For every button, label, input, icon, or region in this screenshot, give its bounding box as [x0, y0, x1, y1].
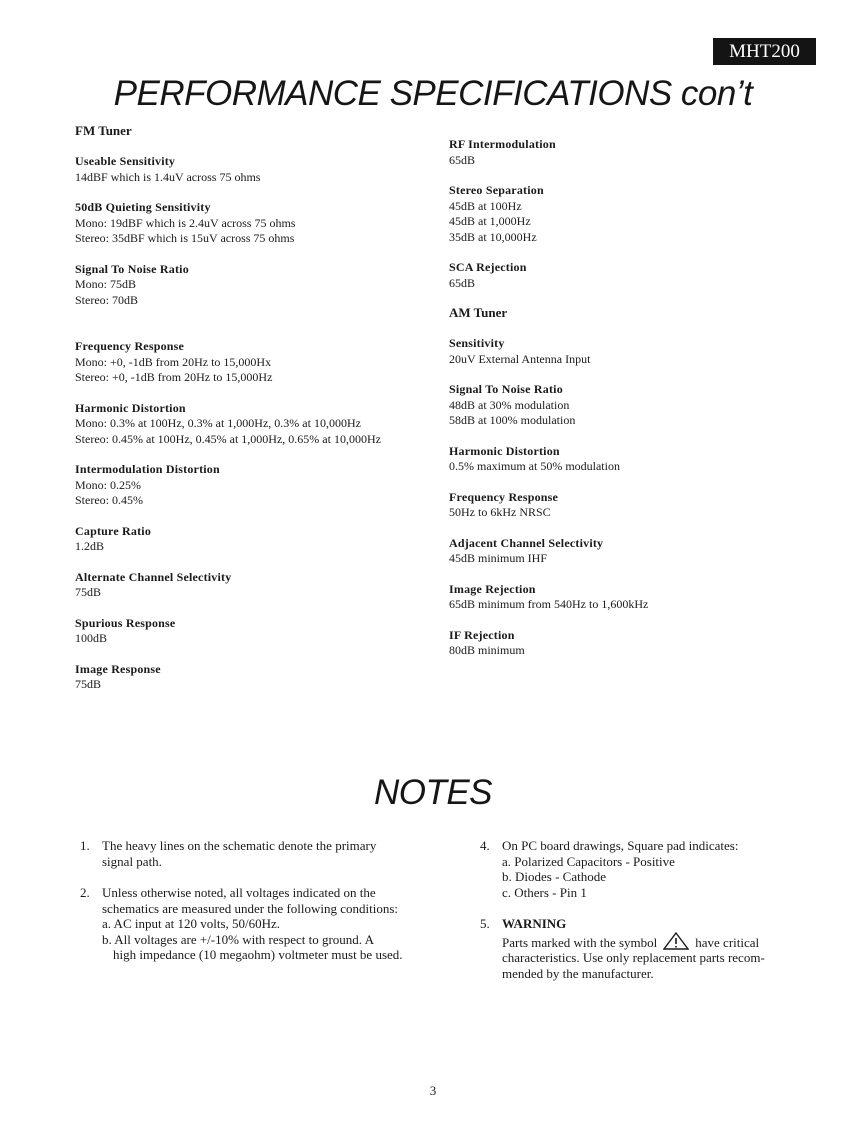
spec-item [449, 490, 839, 521]
spec-name: IF Rejection [449, 627, 515, 642]
spec-item [449, 444, 839, 475]
spec-value: 14dBF which is 1.4uV across 75 ohms [75, 169, 261, 184]
spec-name: RF Intermodulation [449, 137, 556, 151]
spec-value: 75dB [75, 677, 102, 691]
spec-value: 75dB [75, 585, 102, 599]
spec-name: 50dB Quieting Sensitivity [75, 200, 211, 214]
spec-value: Mono: 0.3% at 100Hz, 0.3% at 1,000Hz, 0.3% at 10,000Hz [75, 416, 361, 430]
note-line: a. AC input at 120 volts, 50/60Hz. [102, 916, 281, 931]
note-number: 4. [480, 838, 490, 853]
spec-value: 65dB [449, 275, 476, 290]
model-badge: MHT200 [713, 38, 816, 65]
spec-value: 20uV External Antenna Input [449, 351, 591, 366]
spec-name: Signal To Noise Ratio [75, 261, 189, 276]
spec-value: 0.5% maximum at 50% modulation [449, 459, 620, 473]
spec-item [75, 401, 465, 448]
section-heading: FM Tuner [75, 123, 132, 138]
spec-item [75, 462, 465, 509]
note-line: mended by the manufacturer. [502, 965, 654, 981]
note-line: b. All voltages are +/-10% with respect to ground. A [102, 931, 374, 947]
note-text [502, 838, 800, 900]
rf-am-specs-column [449, 137, 839, 659]
spec-name: Harmonic Distortion [449, 443, 560, 458]
spec-value: 65dB [449, 152, 476, 167]
symbol-text-before: Parts marked with the symbol [502, 934, 658, 950]
spec-item [75, 154, 465, 185]
note-line: schematics are measured under the following conditions: [102, 900, 399, 916]
note-item [480, 838, 800, 900]
note-line [502, 932, 800, 951]
spec-name: Signal To Noise Ratio [449, 382, 563, 396]
spec-value: Mono: 19dBF which is 2.4uV across 75 ohms [75, 215, 296, 230]
spec-name: Intermodulation Distortion [75, 462, 220, 476]
note-line: signal path. [102, 853, 162, 869]
note-line: c. Others - Pin 1 [502, 884, 587, 900]
spec-item [449, 183, 839, 245]
spec-item [449, 260, 839, 291]
spec-name: Frequency Response [449, 489, 559, 504]
note-number: 5. [480, 916, 490, 931]
spec-name: Spurious Response [75, 615, 176, 630]
spec-value: 50Hz to 6kHz NRSC [449, 505, 551, 519]
note-line: b. Diodes - Cathode [502, 869, 606, 884]
spec-name: Harmonic Distortion [75, 400, 186, 415]
spec-value: Stereo: 0.45% [75, 493, 143, 507]
note-text [102, 838, 440, 869]
spec-item [75, 200, 465, 247]
spec-value: Stereo: 0.45% at 100Hz, 0.45% at 1,000Hz, 0.65% at 10,000Hz [75, 431, 381, 446]
page-number: 3 [429, 1083, 437, 1098]
spec-value: Stereo: +0, -1dB from 20Hz to 15,000Hz [75, 370, 273, 384]
spec-value: 58dB at 100% modulation [449, 413, 576, 427]
spec-item [75, 339, 465, 386]
page-title: PERFORMANCE SPECIFICATIONS con’t [113, 74, 753, 113]
note-number: 2. [80, 885, 90, 900]
spec-item [75, 570, 465, 601]
spec-value: Mono: 0.25% [75, 477, 141, 492]
spec-value: 45dB at 100Hz [449, 198, 522, 213]
section-heading: AM Tuner [449, 305, 508, 320]
spec-value: Stereo: 70dB [75, 292, 138, 307]
note-item [480, 916, 800, 981]
note-text [102, 885, 440, 963]
note-item [80, 885, 440, 963]
notes-list-left [80, 838, 440, 979]
spec-value: Mono: 75dB [75, 277, 137, 291]
spec-item [449, 628, 839, 659]
note-line: high impedance (10 megaohm) voltmeter must be used. [113, 947, 403, 962]
warning-triangle-icon [663, 932, 689, 950]
spec-value: 80dB minimum [449, 643, 525, 657]
warning-label: WARNING [502, 916, 567, 931]
spec-item [449, 336, 839, 367]
spec-value: 45dB minimum IHF [449, 551, 548, 565]
fm-tuner-specs-column [75, 123, 465, 693]
spec-item [449, 536, 839, 567]
note-number: 1. [80, 838, 90, 853]
spec-value: 45dB at 1,000Hz [449, 214, 531, 228]
spec-name: Adjacent Channel Selectivity [449, 535, 604, 550]
spec-value: 1.2dB [75, 539, 105, 553]
note-text [502, 916, 800, 981]
notes-title: NOTES [373, 773, 493, 812]
spec-name: Useable Sensitivity [75, 154, 176, 168]
spec-value: Mono: +0, -1dB from 20Hz to 15,000Hx [75, 354, 272, 369]
spec-value: Stereo: 35dBF which is 15uV across 75 ohms [75, 231, 295, 245]
symbol-text-after: have critical [695, 934, 760, 950]
note-line: characteristics. Use only replacement parts recom- [502, 950, 765, 965]
spec-name: SCA Rejection [449, 260, 527, 274]
spec-name: Sensitivity [449, 336, 505, 350]
note-line: a. Polarized Capacitors - Positive [502, 853, 675, 869]
spec-item [75, 262, 465, 309]
spec-name: Alternate Channel Selectivity [75, 569, 232, 584]
spec-value: 100dB [75, 631, 108, 645]
note-line: The heavy lines on the schematic denote the primary [102, 838, 377, 853]
spec-item [75, 524, 465, 555]
notes-list-right [480, 838, 800, 997]
spec-item [449, 137, 839, 168]
note-line: Unless otherwise noted, all voltages indicated on the [102, 885, 376, 900]
spec-name: Image Response [75, 661, 161, 676]
spec-name: Image Rejection [449, 581, 536, 596]
spec-value: 65dB minimum from 540Hz to 1,600kHz [449, 597, 649, 611]
spec-name: Stereo Separation [449, 183, 544, 197]
spec-item [75, 662, 465, 693]
spec-item [75, 616, 465, 647]
spec-value: 48dB at 30% modulation [449, 397, 570, 412]
spec-name: Frequency Response [75, 339, 185, 353]
spec-item [449, 382, 839, 429]
note-line: On PC board drawings, Square pad indicates: [502, 838, 739, 853]
spec-item [449, 582, 839, 613]
note-item [80, 838, 440, 869]
spec-name: Capture Ratio [75, 523, 152, 538]
spec-value: 35dB at 10,000Hz [449, 229, 537, 244]
